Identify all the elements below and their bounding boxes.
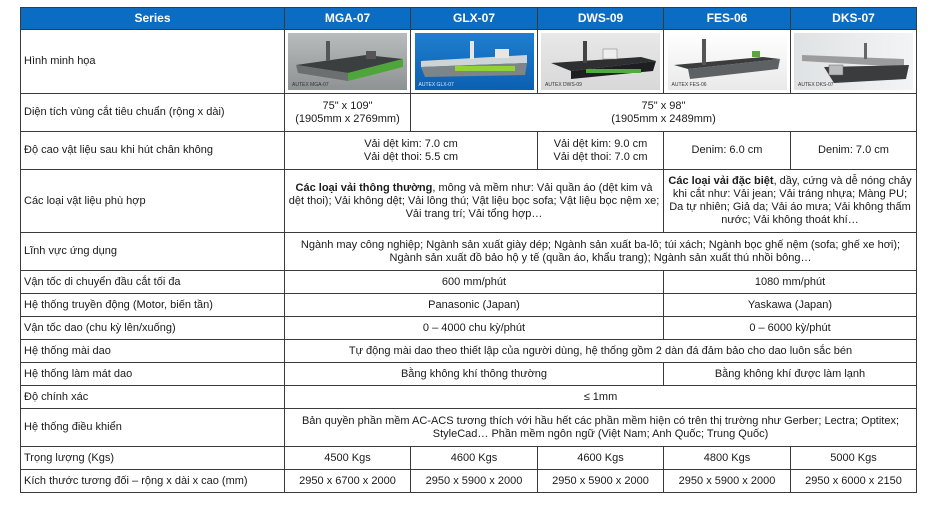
row-label: Diện tích vùng cắt tiêu chuẩn (rộng x dài) — [21, 94, 285, 132]
model-header-dws09: DWS-09 — [538, 8, 664, 30]
table-row-dimensions — [21, 470, 917, 493]
table-row-control — [21, 409, 917, 447]
dimensions-fes06: 2950 x 5900 x 2000 — [664, 470, 791, 493]
machine-image-mga07 — [288, 33, 407, 90]
weight-fes06: 4800 Kgs — [664, 447, 791, 470]
dimensions-dws09: 2950 x 5900 x 2000 — [538, 470, 664, 493]
image-cell — [411, 30, 538, 94]
dimensions-mga07: 2950 x 6700 x 2000 — [285, 470, 411, 493]
materials-special-heading: Các loại vải đặc biệt — [668, 175, 774, 187]
dimensions-dks07: 2950 x 6000 x 2150 — [791, 470, 917, 493]
value-line: Vải dệt kim: 7.0 cm — [364, 137, 458, 150]
table-row-drive — [21, 294, 917, 317]
machine-image-fes06 — [668, 33, 787, 90]
table-row-sharpening — [21, 340, 917, 363]
drive-group1: Panasonic (Japan) — [285, 294, 664, 317]
image-cell — [664, 30, 791, 94]
image-caption: AUTEX GLX-07 — [418, 82, 454, 88]
cooling-group1: Bằng không khí thông thường — [285, 363, 664, 386]
materials-special-text: , dầy, cứng và dễ nóng chảy khi cắt như: Vải jean; Vải tráng nhựa; Màng PU; Da tự nhiên; Giả da; Vải áo mưa; Vải không thấm nước; Vải không thoát khí… — [669, 175, 912, 226]
row-label: Hệ thống điều khiển — [21, 409, 285, 447]
model-header-dks07: DKS-07 — [791, 8, 917, 30]
material-height-dws — [538, 132, 664, 170]
image-cell — [538, 30, 664, 94]
materials-common — [285, 170, 664, 233]
value-line: Vải dệt kim: 9.0 cm — [553, 137, 648, 150]
sharpening-value: Tự động mài dao theo thiết lập của người dùng, hệ thống gồm 2 dàn đá đảm bảo cho dao luôn sắc bén — [285, 340, 917, 363]
model-header-fes06: FES-06 — [664, 8, 791, 30]
image-caption: AUTEX DKS-07 — [798, 82, 834, 88]
value-line: Vải dệt thoi: 5.5 cm — [363, 150, 459, 163]
machine-image-dks07 — [794, 33, 913, 90]
row-label: Hệ thống làm mát dao — [21, 363, 285, 386]
table-row-head-speed — [21, 271, 917, 294]
dimensions-glx07: 2950 x 5900 x 2000 — [411, 470, 538, 493]
row-label: Vận tốc di chuyển đầu cắt tối đa — [21, 271, 285, 294]
machine-image-dws09 — [541, 33, 660, 90]
weight-glx07: 4600 Kgs — [411, 447, 538, 470]
applications-value: Ngành may công nghiệp; Ngành sản xuất giày dép; Ngành sản xuất ba-lô; túi xách; Ngành bọc ghế nệm (sofa; ghế xe hơi); Ngành sản xuất đồ bảo hộ y tế (quần áo, khẩu trang); Ngành sản xuất thú nhồi bông… — [285, 233, 917, 271]
cutting-area-mga07 — [285, 94, 411, 132]
table-row-knife-speed — [21, 317, 917, 340]
table-row-weight — [21, 447, 917, 470]
table-row-materials — [21, 170, 917, 233]
knife-speed-group2: 0 – 6000 kỳ/phút — [664, 317, 917, 340]
value-line: Vải dệt thoi: 7.0 cm — [553, 150, 648, 163]
series-header: Series — [21, 8, 285, 30]
image-cell — [285, 30, 411, 94]
materials-special — [664, 170, 917, 233]
image-caption: AUTEX DWS-09 — [545, 82, 582, 88]
materials-common-heading: Các loại vải thông thường — [295, 181, 433, 194]
row-label: Độ cao vật liệu sau khi hút chân không — [21, 132, 285, 170]
drive-group2: Yaskawa (Japan) — [664, 294, 917, 317]
row-label: Độ chính xác — [21, 386, 285, 409]
head-speed-group2: 1080 mm/phút — [664, 271, 917, 294]
value-line: 75" x 109" — [322, 99, 373, 112]
head-speed-group1: 600 mm/phút — [285, 271, 664, 294]
control-value: Bản quyền phần mềm AC-ACS tương thích với hầu hết các phần mềm hiện có trên thị trường như Gerber; Lectra; Optitex; StyleCad… Phần mềm ngôn ngữ (Việt Nam; Anh Quốc; Trung Quốc) — [285, 409, 917, 447]
material-height-mga-glx — [285, 132, 538, 170]
image-caption: AUTEX MGA-07 — [292, 82, 329, 88]
row-label: Trọng lượng (Kgs) — [21, 447, 285, 470]
accuracy-value: ≤ 1mm — [285, 386, 917, 409]
image-caption: AUTEX FES-06 — [671, 82, 707, 88]
table-row-applications — [21, 233, 917, 271]
row-label: Vận tốc dao (chu kỳ lên/xuống) — [21, 317, 285, 340]
value-line: (1905mm x 2769mm) — [295, 112, 400, 125]
value-line: 75" x 98" — [641, 99, 686, 112]
model-header-mga07: MGA-07 — [285, 8, 411, 30]
weight-dws09: 4600 Kgs — [538, 447, 664, 470]
row-label: Lĩnh vực ứng dụng — [21, 233, 285, 271]
row-label: Hệ thống mài dao — [21, 340, 285, 363]
material-height-fes: Denim: 6.0 cm — [664, 132, 791, 170]
row-label: Kích thước tương đối – rộng x dài x cao (mm) — [21, 470, 285, 493]
machine-image-glx07 — [415, 33, 534, 90]
value-line: (1905mm x 2489mm) — [611, 112, 716, 125]
model-header-glx07: GLX-07 — [411, 8, 538, 30]
table-row-images — [21, 30, 917, 94]
row-label: Các loại vật liệu phù hợp — [21, 170, 285, 233]
knife-speed-group1: 0 – 4000 chu kỳ/phút — [285, 317, 664, 340]
header-row — [21, 8, 917, 30]
spec-comparison-table — [20, 7, 917, 493]
material-height-dks: Denim: 7.0 cm — [791, 132, 917, 170]
table-row-material-height — [21, 132, 917, 170]
weight-dks07: 5000 Kgs — [791, 447, 917, 470]
table-row-cooling — [21, 363, 917, 386]
materials-common-text: , mông và mềm như: Vải quần áo (dệt kim và dệt thoi); Vải không dệt; Vải lông thú; Vật liệu bọc sofa; Vật liệu bọc nệm xe; Vải trang trí; Vải tổng hợp… — [288, 181, 660, 220]
cooling-group2: Bằng không khí được làm lạnh — [664, 363, 917, 386]
weight-mga07: 4500 Kgs — [285, 447, 411, 470]
table-row-cutting-area — [21, 94, 917, 132]
image-cell — [791, 30, 917, 94]
table-row-accuracy — [21, 386, 917, 409]
row-label: Hệ thống truyền động (Motor, biến tần) — [21, 294, 285, 317]
row-label: Hình minh họa — [21, 30, 285, 94]
cutting-area-others — [411, 94, 917, 132]
